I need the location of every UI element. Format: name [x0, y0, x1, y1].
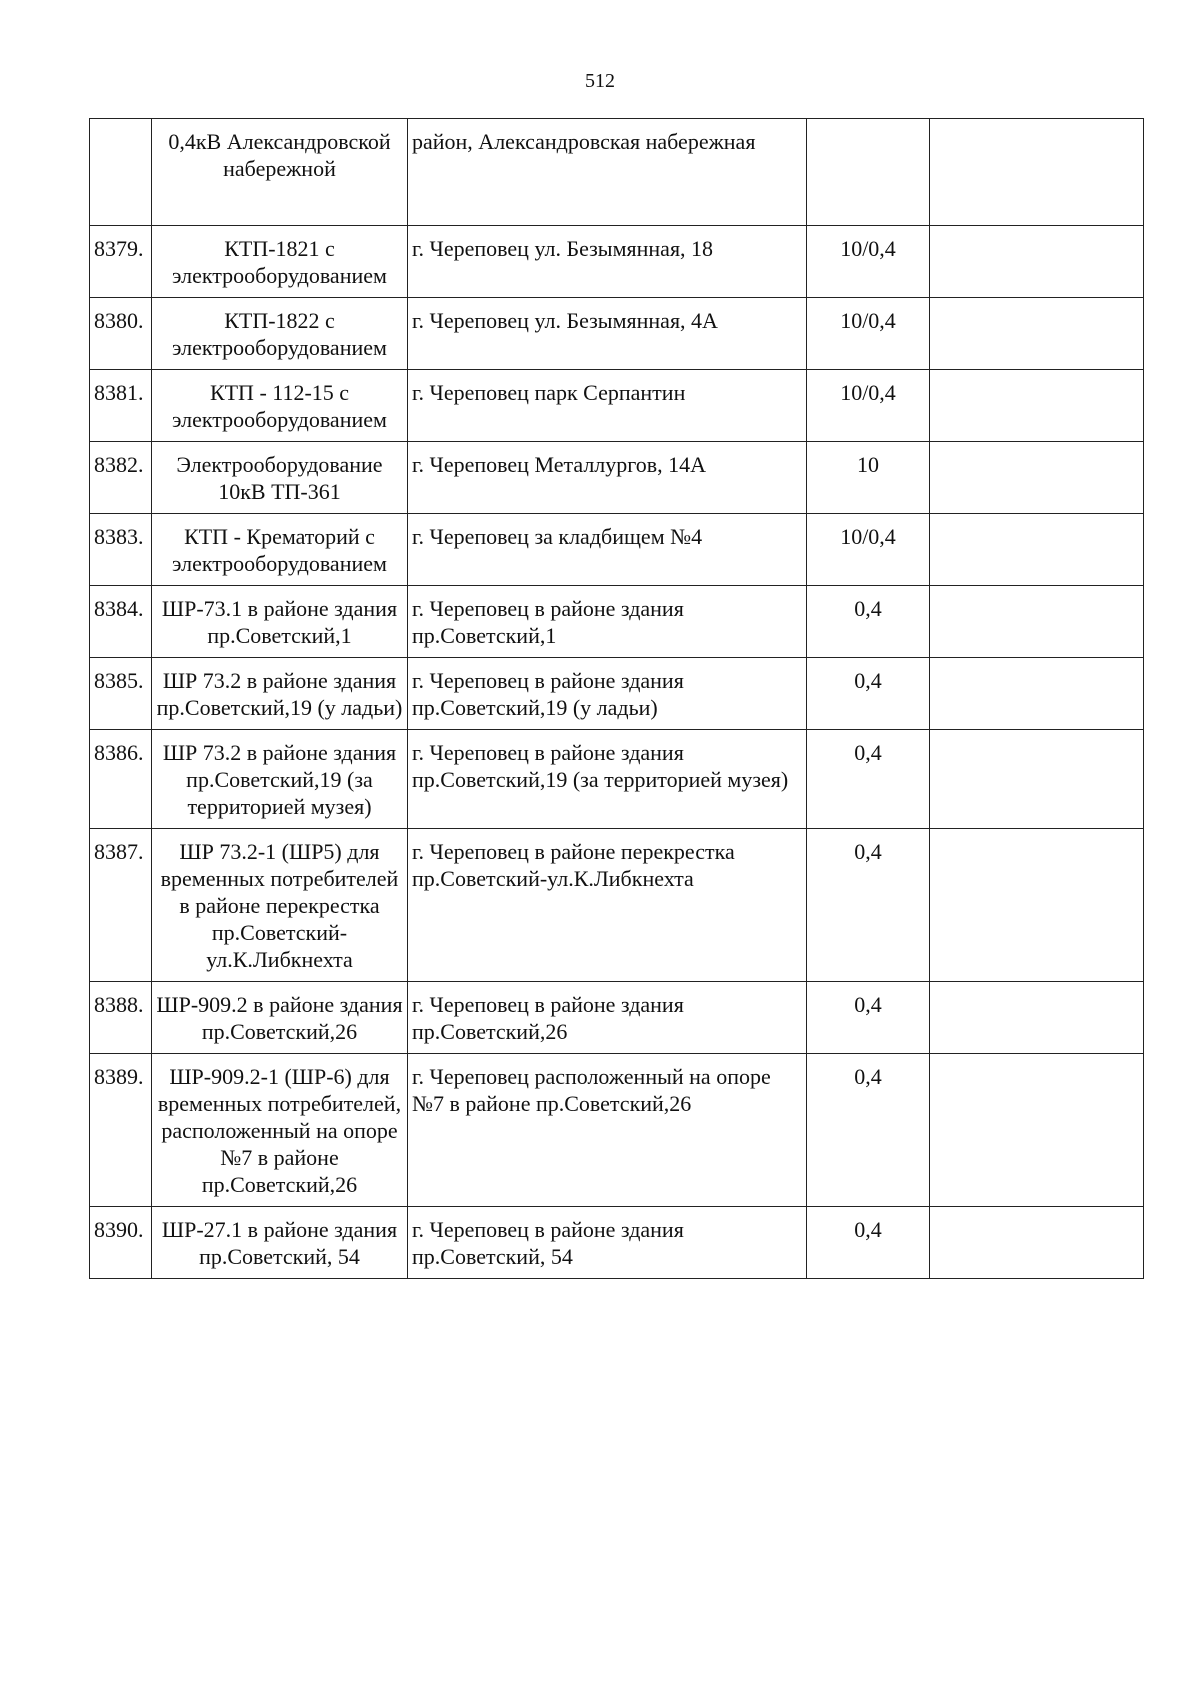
table-row — [90, 370, 1144, 442]
table-row — [90, 1054, 1144, 1207]
empty-cell — [930, 1054, 1144, 1207]
row-number-cell: 8380. — [90, 298, 152, 370]
object-name-cell: КТП - 112-15 с электрооборудованием — [152, 370, 408, 442]
row-number-cell: 8389. — [90, 1054, 152, 1207]
row-number-cell: 8388. — [90, 982, 152, 1054]
voltage-cell: 0,4 — [807, 586, 930, 658]
table-row — [90, 442, 1144, 514]
page-number: 512 — [585, 70, 615, 92]
address-cell: г. Череповец за кладбищем №4 — [408, 514, 807, 586]
address-cell: г. Череповец расположенный на опоре №7 в районе пр.Советский,26 — [408, 1054, 807, 1207]
row-number-cell: 8382. — [90, 442, 152, 514]
address-cell: г. Череповец в районе здания пр.Советский,19 (за территорией музея) — [408, 730, 807, 829]
table-row — [90, 1207, 1144, 1279]
empty-cell — [930, 226, 1144, 298]
object-name-cell: ШР 73.2 в районе здания пр.Советский,19 (у ладьи) — [152, 658, 408, 730]
voltage-cell: 10/0,4 — [807, 298, 930, 370]
object-name-cell: КТП - Крематорий с электрооборудованием — [152, 514, 408, 586]
address-cell: г. Череповец в районе перекрестка пр.Советский-ул.К.Либкнехта — [408, 829, 807, 982]
voltage-cell: 10/0,4 — [807, 514, 930, 586]
table-row — [90, 586, 1144, 658]
address-cell: г. Череповец Металлургов, 14А — [408, 442, 807, 514]
row-number-cell — [90, 119, 152, 226]
table-row — [90, 298, 1144, 370]
object-name-cell: 0,4кВ Александровской набережной — [152, 119, 408, 226]
voltage-cell: 0,4 — [807, 1054, 930, 1207]
empty-cell — [930, 370, 1144, 442]
address-cell: район, Александровская набережная — [408, 119, 807, 226]
object-name-cell: ШР-909.2 в районе здания пр.Советский,26 — [152, 982, 408, 1054]
table-row — [90, 829, 1144, 982]
empty-cell — [930, 1207, 1144, 1279]
table-row — [90, 119, 1144, 226]
row-number-cell: 8390. — [90, 1207, 152, 1279]
empty-cell — [930, 982, 1144, 1054]
object-name-cell: ШР-909.2-1 (ШР-6) для временных потребителей, расположенный на опоре №7 в районе пр.Советский,26 — [152, 1054, 408, 1207]
object-name-cell: КТП-1822 с электрооборудованием — [152, 298, 408, 370]
voltage-cell: 0,4 — [807, 1207, 930, 1279]
address-cell: г. Череповец в районе здания пр.Советский, 54 — [408, 1207, 807, 1279]
voltage-cell: 10/0,4 — [807, 226, 930, 298]
table-row — [90, 658, 1144, 730]
row-number-cell: 8384. — [90, 586, 152, 658]
object-name-cell: КТП-1821 с электрооборудованием — [152, 226, 408, 298]
address-cell: г. Череповец ул. Безымянная, 18 — [408, 226, 807, 298]
empty-cell — [930, 658, 1144, 730]
voltage-cell — [807, 119, 930, 226]
object-name-cell: ШР-27.1 в районе здания пр.Советский, 54 — [152, 1207, 408, 1279]
address-cell: г. Череповец парк Серпантин — [408, 370, 807, 442]
voltage-cell: 0,4 — [807, 658, 930, 730]
empty-cell — [930, 730, 1144, 829]
object-name-cell: ШР 73.2-1 (ШР5) для временных потребителей в районе перекрестка пр.Советский-ул.К.Либкнехта — [152, 829, 408, 982]
empty-cell — [930, 514, 1144, 586]
table-row — [90, 982, 1144, 1054]
voltage-cell: 0,4 — [807, 730, 930, 829]
empty-cell — [930, 442, 1144, 514]
row-number-cell: 8385. — [90, 658, 152, 730]
row-number-cell: 8381. — [90, 370, 152, 442]
registry-table-body — [90, 119, 1144, 1279]
row-number-cell: 8379. — [90, 226, 152, 298]
table-row — [90, 730, 1144, 829]
row-number-cell: 8386. — [90, 730, 152, 829]
voltage-cell: 0,4 — [807, 982, 930, 1054]
address-cell: г. Череповец в районе здания пр.Советский,1 — [408, 586, 807, 658]
voltage-cell: 10 — [807, 442, 930, 514]
address-cell: г. Череповец ул. Безымянная, 4А — [408, 298, 807, 370]
registry-table — [89, 118, 1144, 1279]
empty-cell — [930, 298, 1144, 370]
empty-cell — [930, 586, 1144, 658]
row-number-cell: 8387. — [90, 829, 152, 982]
table-row — [90, 514, 1144, 586]
voltage-cell: 0,4 — [807, 829, 930, 982]
table-row — [90, 226, 1144, 298]
empty-cell — [930, 119, 1144, 226]
voltage-cell: 10/0,4 — [807, 370, 930, 442]
empty-cell — [930, 829, 1144, 982]
object-name-cell: Электрооборудование 10кВ ТП-361 — [152, 442, 408, 514]
row-number-cell: 8383. — [90, 514, 152, 586]
address-cell: г. Череповец в районе здания пр.Советский,19 (у ладьи) — [408, 658, 807, 730]
address-cell: г. Череповец в районе здания пр.Советский,26 — [408, 982, 807, 1054]
object-name-cell: ШР-73.1 в районе здания пр.Советский,1 — [152, 586, 408, 658]
object-name-cell: ШР 73.2 в районе здания пр.Советский,19 (за территорией музея) — [152, 730, 408, 829]
